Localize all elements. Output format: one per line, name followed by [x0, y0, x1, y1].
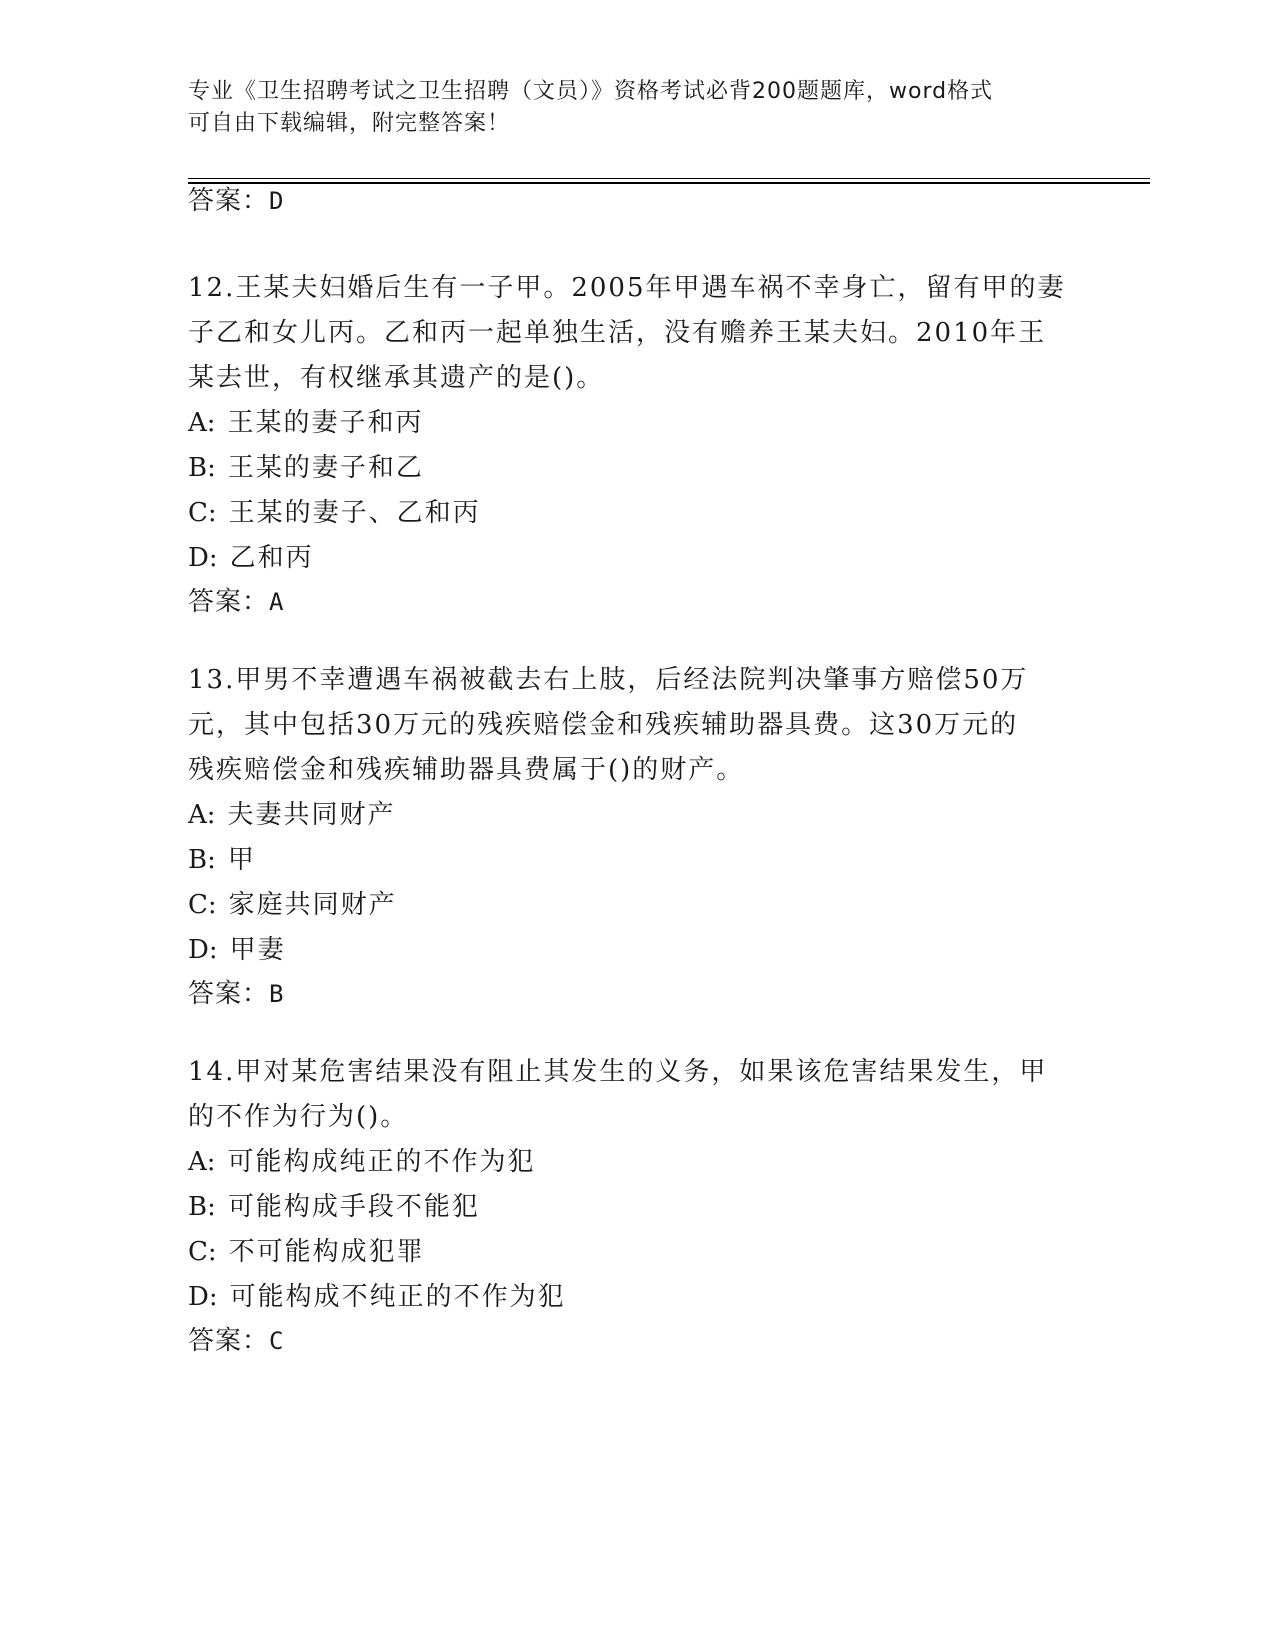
- question-line: 子乙和女儿丙。乙和丙一起单独生活，没有赡养王某夫妇。2010年王: [188, 318, 1047, 348]
- header-line-1: 专业《卫生招聘考试之卫生招聘（文员）》资格考试必背200题题库，word格式: [188, 79, 994, 104]
- option-text: 可能构成手段不能犯: [227, 1192, 480, 1222]
- question-line: 某去世，有权继承其遗产的是()。: [188, 363, 605, 393]
- option-d: [188, 536, 1088, 581]
- answer-line: [188, 1324, 1088, 1358]
- option-b: [188, 446, 1088, 491]
- option-d: [188, 1275, 1088, 1320]
- question-block-13: [188, 658, 1088, 1011]
- question-line: 13.甲男不幸遭遇车祸被截去右上肢，后经法院判决肇事方赔偿50万: [188, 665, 1029, 695]
- option-key: D:: [188, 1282, 218, 1312]
- option-key: C:: [188, 498, 217, 528]
- answer-value: A: [269, 588, 284, 616]
- header-rule-thin: [188, 178, 1150, 179]
- question-line: 12.王某夫妇婚后生有一子甲。2005年甲遇车祸不幸身亡，留有甲的妻: [188, 273, 1066, 303]
- option-text: 家庭共同财产: [228, 890, 397, 920]
- option-text: 王某的妻子、乙和丙: [228, 498, 481, 528]
- answer-label: 答案：: [188, 587, 270, 617]
- option-text: 王某的妻子和丙: [227, 408, 424, 438]
- question-line: 元，其中包括30万元的残疾赔偿金和残疾辅助器具费。这30万元的: [188, 710, 1019, 740]
- answer-label: 答案：: [188, 186, 270, 216]
- option-text: 夫妻共同财产: [227, 800, 396, 830]
- option-key: B:: [188, 1192, 216, 1222]
- option-c: [188, 1230, 1088, 1275]
- option-text: 甲妻: [229, 935, 286, 965]
- option-d: [188, 928, 1088, 973]
- option-a: [188, 1140, 1088, 1185]
- header-line-2: 可自由下载编辑，附完整答案！: [188, 111, 511, 136]
- option-text: 甲: [227, 845, 256, 875]
- answer-label: 答案：: [188, 1326, 270, 1356]
- option-c: [188, 491, 1088, 536]
- option-key: A:: [188, 1147, 216, 1177]
- option-text: 王某的妻子和乙: [227, 453, 424, 483]
- option-key: A:: [188, 408, 216, 438]
- answer-line: [188, 585, 1088, 619]
- option-key: D:: [188, 935, 218, 965]
- option-text: 乙和丙: [229, 543, 314, 573]
- question-block-12: [188, 266, 1088, 619]
- option-text: 可能构成纯正的不作为犯: [227, 1147, 536, 1177]
- question-text: [188, 266, 1088, 401]
- option-text: 可能构成不纯正的不作为犯: [229, 1282, 566, 1312]
- question-line: 的不作为行为()。: [188, 1102, 409, 1132]
- option-key: C:: [188, 890, 217, 920]
- option-key: C:: [188, 1237, 217, 1267]
- answer-line: [188, 977, 1088, 1011]
- option-b: [188, 1185, 1088, 1230]
- option-b: [188, 838, 1088, 883]
- option-key: A:: [188, 800, 216, 830]
- question-block-14: [188, 1050, 1088, 1358]
- option-a: [188, 401, 1088, 446]
- option-key: B:: [188, 453, 216, 483]
- answer-value: B: [269, 980, 284, 1008]
- option-key: D:: [188, 543, 218, 573]
- option-a: [188, 793, 1088, 838]
- question-text: [188, 658, 1088, 793]
- option-c: [188, 883, 1088, 928]
- answer-value: C: [269, 1327, 284, 1355]
- answer-value: D: [269, 187, 284, 215]
- question-text: [188, 1050, 1088, 1140]
- option-key: B:: [188, 845, 216, 875]
- answer-line-prev: [188, 184, 1088, 218]
- option-text: 不可能构成犯罪: [228, 1237, 425, 1267]
- question-line: 14.甲对某危害结果没有阻止其发生的义务，如果该危害结果发生，甲: [188, 1057, 1048, 1087]
- page-header: [188, 76, 1088, 140]
- question-line: 残疾赔偿金和残疾辅助器具费属于()的财产。: [188, 755, 745, 785]
- answer-label: 答案：: [188, 979, 270, 1009]
